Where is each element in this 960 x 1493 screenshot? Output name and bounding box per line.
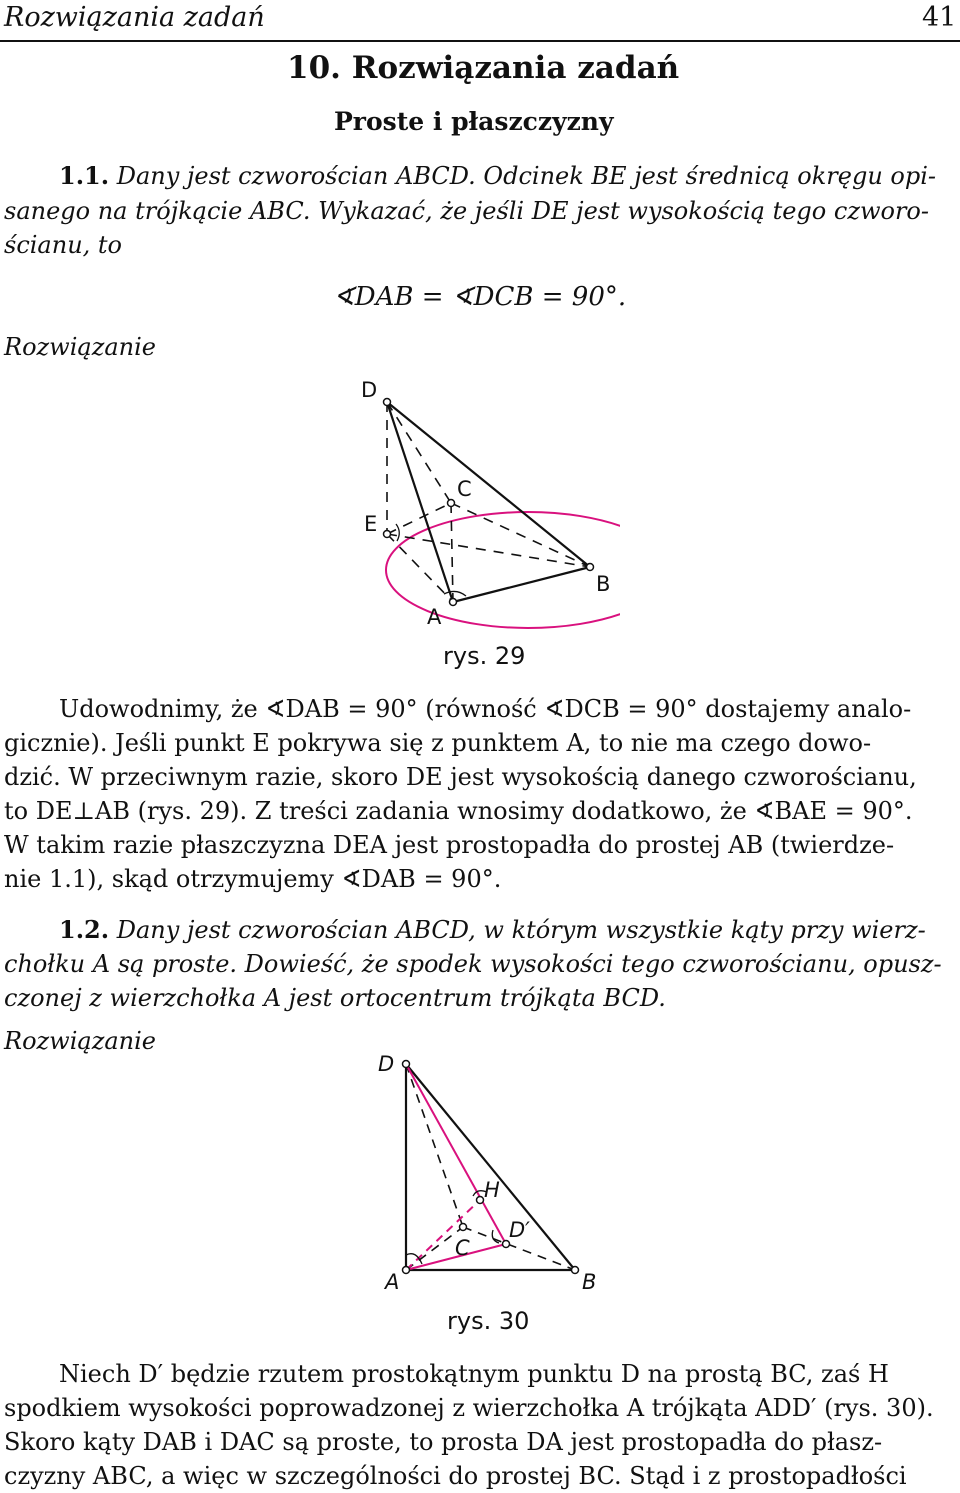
edge-EC: [387, 503, 451, 534]
problem-1-2-line-3: czonej z wierzchołka A jest ortocentrum trójkąta BCD.: [4, 984, 666, 1012]
chapter-title: 10. Rozwiązania zadań: [287, 50, 680, 86]
section-title: Proste i płaszczyzny: [334, 107, 614, 136]
solution-1-2-line-1: Niech D′ będzie rzutem prostokątnym punktu D na prostą BC, zaś H: [59, 1360, 889, 1388]
edge-CA: [451, 503, 453, 602]
solution-1-1-line-4: to DE⊥AB (rys. 29). Z treści zadania wnosimy dodatkowo, że ∢BAE = 90°.: [4, 797, 913, 825]
solution-1-1-line-2: gicznie). Jeśli punkt E pokrywa się z punktem A, to nie ma czego dowo-: [4, 729, 872, 757]
problem-1-2-line-1: [59, 913, 926, 947]
label-D: D: [378, 1052, 395, 1076]
edge-DC: [387, 402, 451, 503]
page-number: 41: [922, 2, 957, 33]
header-rule: [0, 40, 960, 42]
figure-29: [340, 370, 620, 640]
vertex-B: [572, 1267, 579, 1274]
angle-mark-E: [396, 524, 399, 541]
problem-1-1-line-3: ścianu, to: [4, 231, 123, 259]
label-B: B: [596, 572, 611, 596]
problem-text: Dany jest czworościan ABCD, w którym wszystkie kąty przy wierz-: [116, 916, 926, 944]
figure-29-caption: rys. 29: [443, 642, 526, 670]
solution-1-2-line-3: Skoro kąty DAB i DAC są proste, to prosta DA jest prostopadła do płasz-: [4, 1428, 883, 1456]
label-B: B: [582, 1270, 597, 1294]
running-header: Rozwiązania zadań: [4, 2, 265, 33]
solution-1-1-line-5: W takim razie płaszczyzna DEA jest prostopadła do prostej AB (twierdze-: [4, 831, 895, 859]
solution-1-1-line-1: Udowodnimy, że ∢DAB = 90° (równość ∢DCB = 90° dostajemy analo-: [59, 695, 912, 723]
edge-EB: [387, 534, 590, 567]
label-E: E: [364, 512, 378, 536]
angle-mark-A: [444, 591, 466, 596]
solution-1-2-line-4: czyzny ABC, a więc w szczególności do prostej BC. Stąd i z prostopadłości: [4, 1462, 907, 1490]
edge-DA: [387, 402, 453, 602]
vertex-C: [460, 1224, 467, 1231]
problem-number: 1.2.: [59, 915, 110, 944]
vertex-A: [403, 1267, 410, 1274]
problem-text: Dany jest czworościan ABCD. Odcinek BE jest średnicą okręgu opi-: [116, 162, 937, 190]
label-C: C: [457, 477, 472, 501]
edge-DB: [387, 402, 590, 567]
problem-number: 1.1.: [59, 161, 110, 190]
figure-30-caption: rys. 30: [447, 1307, 530, 1335]
label-A: A: [427, 605, 442, 629]
display-formula: ∢DAB = ∢DCB = 90°.: [333, 282, 627, 312]
edge-DC: [406, 1064, 463, 1227]
vertex-C: [448, 500, 455, 507]
label-D: D: [361, 378, 378, 402]
solution-label: Rozwiązanie: [4, 1027, 156, 1055]
solution-1-1-line-3: dzić. W przeciwnym razie, skoro DE jest wysokością danego czworościanu,: [4, 763, 917, 791]
angle-mark-A: [406, 1254, 422, 1264]
solution-1-1-line-6: nie 1.1), skąd otrzymujemy ∢DAB = 90°.: [4, 865, 502, 893]
problem-1-1-line-1: [59, 159, 936, 193]
vertex-E: [384, 531, 391, 538]
label-A: A: [385, 1270, 400, 1294]
edge-DB: [406, 1064, 575, 1270]
vertex-D: [403, 1061, 410, 1068]
edge-AB: [453, 567, 590, 602]
segment-DD-prime: [406, 1064, 506, 1244]
label-D-prime: D′: [509, 1218, 530, 1242]
vertex-B: [587, 564, 594, 571]
circumcircle: [386, 512, 620, 628]
solution-1-2-line-2: spodkiem wysokości poprowadzonej z wierzchołka A trójkąta ADD′ (rys. 30).: [4, 1394, 934, 1422]
solution-label: Rozwiązanie: [4, 333, 156, 361]
figure-30: [380, 1050, 600, 1280]
problem-1-2-line-2: chołku A są proste. Dowieść, że spodek wysokości tego czworościanu, opusz-: [4, 950, 942, 978]
label-C: C: [455, 1236, 470, 1260]
problem-1-1-line-2: sanego na trójkącie ABC. Wykazać, że jeśli DE jest wysokością tego czworo-: [4, 197, 929, 225]
vertex-D: [384, 399, 391, 406]
vertex-A: [450, 599, 457, 606]
vertex-H: [477, 1197, 484, 1204]
label-H: H: [484, 1178, 500, 1202]
